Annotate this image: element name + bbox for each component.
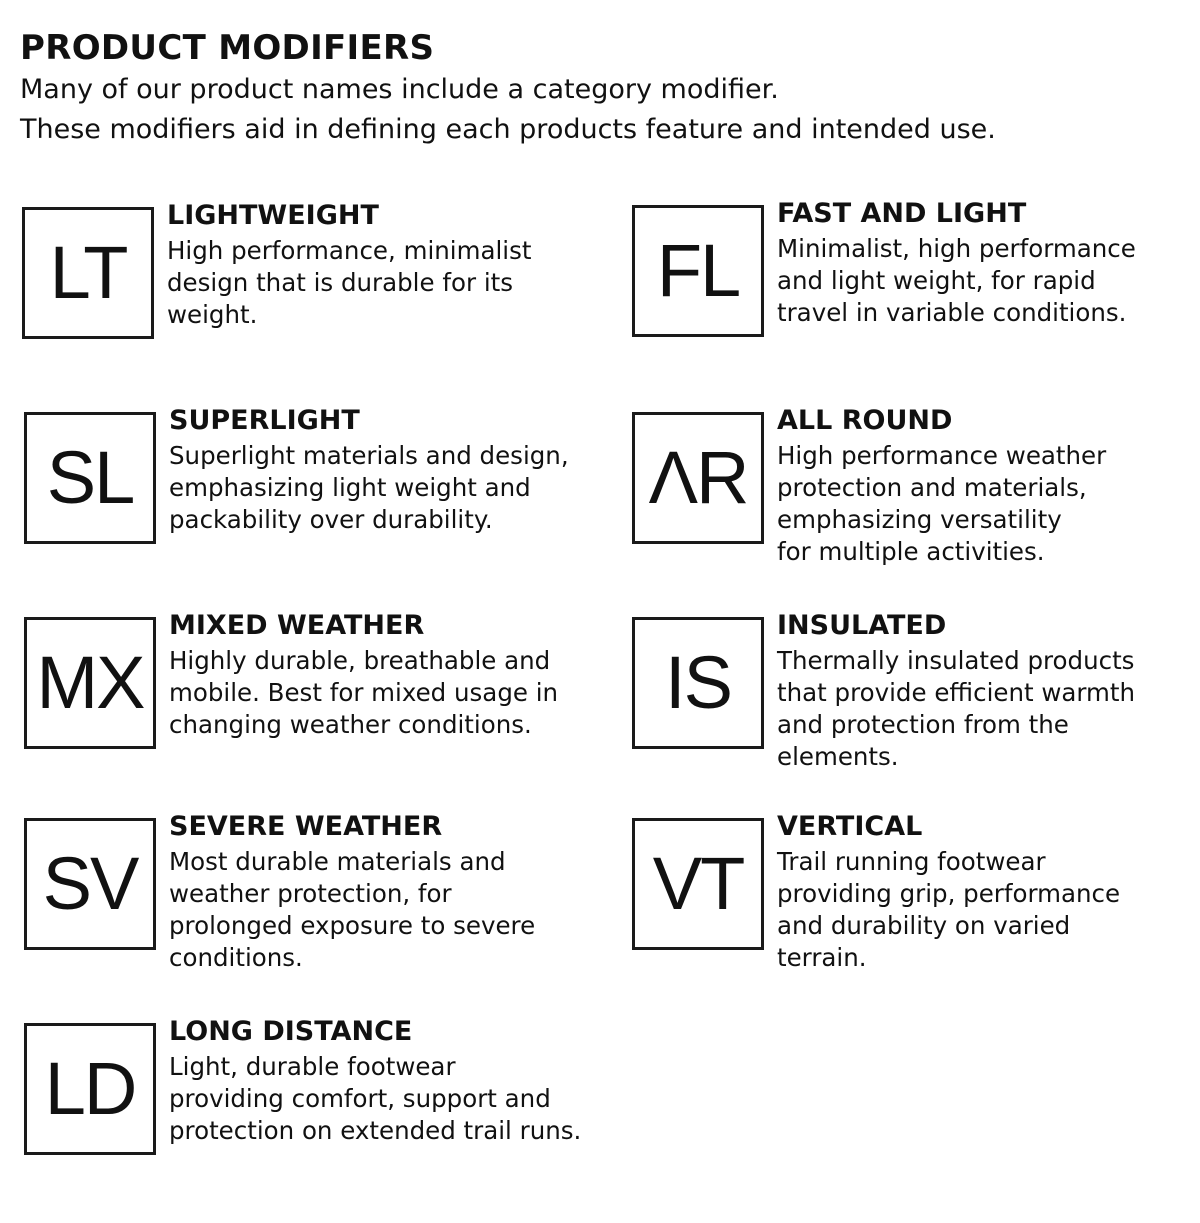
description-line: Superlight materials and design, [169,441,569,470]
description-line: Most durable materials and [169,847,506,876]
modifier-name: INSULATED [777,610,947,641]
description-line: travel in variable conditions. [777,298,1127,327]
description-line: High performance, minimalist [167,236,532,265]
modifier-vertical [632,811,1192,1018]
modifier-fast-and-light [632,198,1192,405]
modifier-description [777,233,1197,329]
modifier-description [777,645,1197,773]
modifier-code-badge [24,412,156,544]
description-line: Highly durable, breathable and [169,646,551,675]
modifier-insulated [632,610,1192,817]
modifier-body [777,404,1197,568]
modifier-body [169,609,589,741]
modifier-code: MX [36,641,144,724]
intro-line: These modifiers aid in defining each products feature and intended use. [20,114,996,145]
modifier-body [169,1015,589,1147]
modifier-severe-weather [24,811,584,1018]
modifier-code: IS [665,641,731,724]
modifier-name: SUPERLIGHT [169,405,360,436]
modifier-body [169,404,589,536]
description-line: weight. [167,300,258,329]
description-line: and protection from the [777,710,1069,739]
description-line: emphasizing versatility [777,505,1062,534]
modifier-code-badge [24,818,156,950]
description-line: Thermally insulated products [777,646,1135,675]
description-line: weather protection, for [169,879,452,908]
modifier-body [777,810,1197,974]
modifier-code: SL [46,436,134,519]
description-line: Trail running footwear [777,847,1046,876]
modifier-code-badge [632,205,764,337]
modifier-body [167,199,587,331]
description-line: Minimalist, high performance [777,234,1136,263]
modifier-name: SEVERE WEATHER [169,811,443,842]
modifier-name: ALL ROUND [777,405,953,436]
description-line: providing comfort, support and [169,1084,551,1113]
description-line: changing weather conditions. [169,710,532,739]
modifier-name: VERTICAL [777,811,923,842]
modifier-code-badge [632,412,764,544]
description-line: packability over durability. [169,505,493,534]
intro-line: Many of our product names include a category modifier. [20,74,779,105]
modifier-name: LIGHTWEIGHT [167,200,379,231]
page-title: PRODUCT MODIFIERS [20,28,435,68]
modifier-code: ΛR [648,436,748,519]
modifier-mixed-weather [24,610,584,817]
modifier-body [777,197,1197,329]
modifier-code-badge [24,1023,156,1155]
description-line: design that is durable for its [167,268,514,297]
modifier-code-badge [24,617,156,749]
description-line: Light, durable footwear [169,1052,456,1081]
description-line: and light weight, for rapid [777,266,1096,295]
modifier-long-distance [24,1016,584,1223]
modifier-description [777,440,1197,568]
description-line: that provide efficient warmth [777,678,1136,707]
description-line: emphasizing light weight and [169,473,531,502]
modifier-description [777,846,1197,974]
description-line: protection and materials, [777,473,1087,502]
description-line: mobile. Best for mixed usage in [169,678,559,707]
description-line: for multiple activities. [777,537,1045,566]
modifier-code-badge [632,818,764,950]
modifier-description [169,846,589,974]
modifier-code-badge [632,617,764,749]
modifier-lightweight [22,200,582,407]
description-line: protection on extended trail runs. [169,1116,582,1145]
description-line: providing grip, performance [777,879,1121,908]
description-line: prolonged exposure to severe [169,911,536,940]
modifier-all-round [632,405,1192,612]
modifier-name: LONG DISTANCE [169,1016,413,1047]
modifier-code: LD [44,1047,136,1130]
description-line: and durability on varied [777,911,1071,940]
modifier-code: SV [42,842,138,925]
modifier-code-badge [22,207,154,339]
description-line: High performance weather [777,441,1107,470]
description-line: terrain. [777,943,867,972]
modifier-code: VT [652,842,744,925]
header [20,26,1180,150]
modifier-description [169,645,589,741]
description-line: conditions. [169,943,303,972]
modifier-code: FL [656,229,740,312]
modifier-description [167,235,587,331]
modifier-description [169,440,589,536]
modifier-name: FAST AND LIGHT [777,198,1027,229]
modifier-name: MIXED WEATHER [169,610,425,641]
modifier-body [169,810,589,974]
modifier-body [777,609,1197,773]
description-line: elements. [777,742,899,771]
modifier-superlight [24,405,584,612]
modifier-code: LT [49,231,127,314]
modifier-description [169,1051,589,1147]
